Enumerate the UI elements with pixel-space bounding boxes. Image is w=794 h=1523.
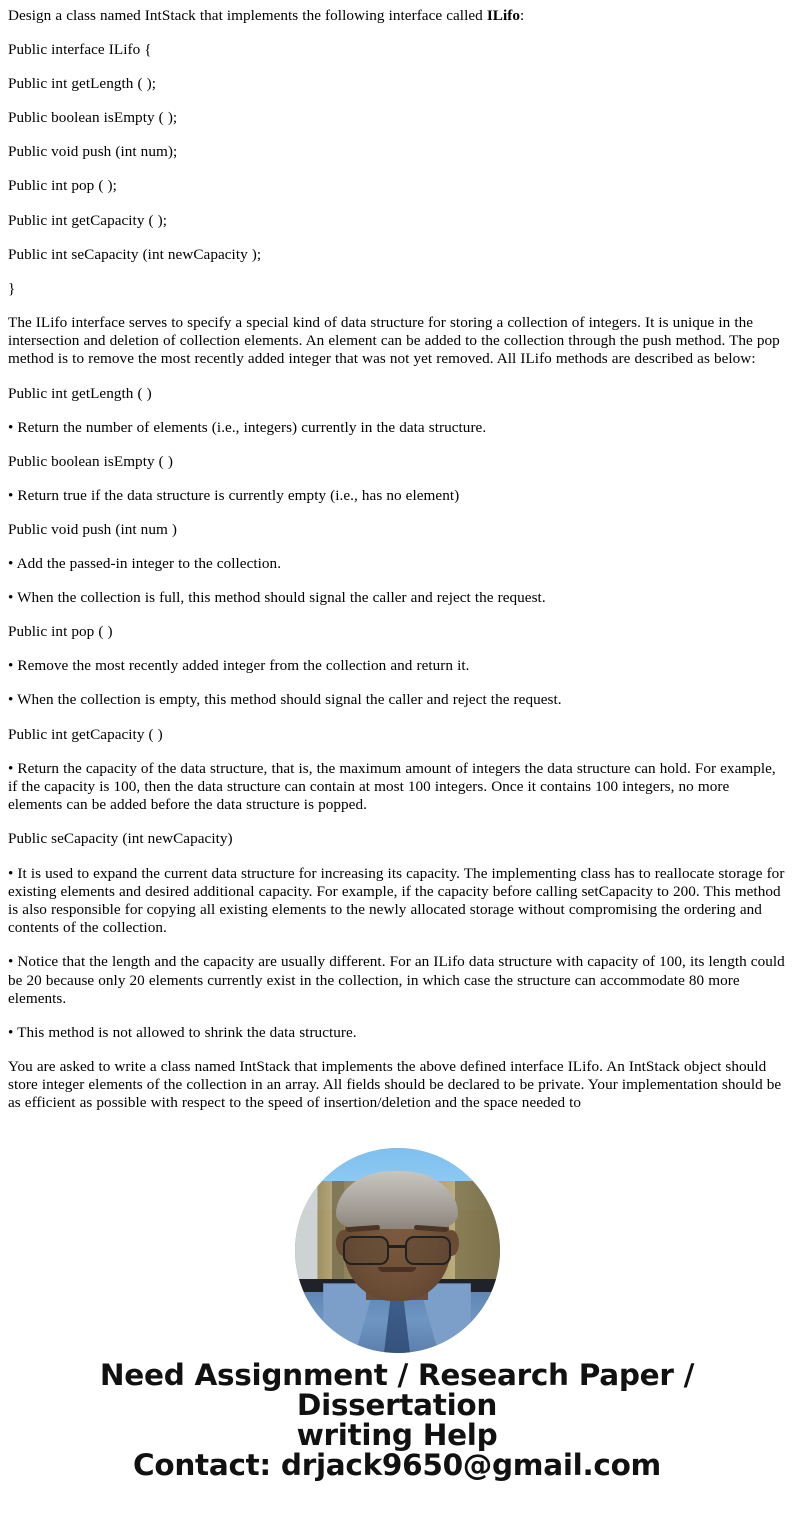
intro-suffix: :: [520, 7, 525, 24]
intro-prefix: Design a class named IntStack that implements the following interface called: [8, 7, 487, 24]
glasses-icon: [342, 1236, 452, 1262]
avatar: [295, 1148, 500, 1353]
method-bullet-pop-0: • Remove the most recently added integer from the collection and return it.: [8, 657, 470, 675]
closing-paragraph: You are asked to write a class named IntStack that implements the above defined interface ILifo. An IntStack object should store integer elements of the collection in an array. All fields should be declared to be private. Your implementation should be as efficient as possible with respect to the speed of insertion/deletion and the space needed to: [8, 1058, 782, 1112]
method-signature-isempty: Public boolean isEmpty ( ): [8, 452, 173, 470]
method-signature-secapacity: Public seCapacity (int newCapacity): [8, 830, 233, 848]
method-signature-getcapacity: Public int getCapacity ( ): [8, 725, 163, 743]
interface-line-6: Public int seCapacity (int newCapacity );: [8, 245, 262, 263]
avatar-mouth: [378, 1267, 416, 1272]
method-bullet-secapacity-2: • This method is not allowed to shrink the data structure.: [8, 1024, 357, 1042]
avatar-glasses-bridge: [388, 1245, 406, 1248]
method-bullet-pop-1: • When the collection is empty, this method should signal the caller and reject the request.: [8, 691, 562, 709]
interface-line-4: Public int pop ( );: [8, 177, 117, 195]
interface-line-7: }: [8, 279, 16, 297]
promo-line-2: writing Help: [296, 1418, 498, 1452]
avatar-lens-right: [405, 1236, 451, 1265]
method-bullet-getcapacity-0: • Return the capacity of the data structure, that is, the maximum amount of integers the data structure can hold. For example, if the capacity is 100, then the data structure can contain at most 100 integers. Once it contains 100 integers, no more elements can be added before the data structure is popped.: [8, 759, 776, 813]
method-signature-getlength: Public int getLength ( ): [8, 384, 152, 402]
method-bullet-push-1: • When the collection is full, this method should signal the caller and reject the request.: [8, 589, 546, 607]
promo-line-1: Need Assignment / Research Paper / Dissertation: [99, 1358, 695, 1422]
interface-line-0: Public interface ILifo {: [8, 41, 152, 59]
method-bullet-getlength-0: • Return the number of elements (i.e., integers) currently in the data structure.: [8, 418, 487, 436]
method-signature-push: Public void push (int num ): [8, 521, 177, 538]
interface-line-3: Public void push (int num);: [8, 143, 178, 161]
promo-contact-line: Contact: drjack9650@gmail.com: [133, 1448, 661, 1482]
method-bullet-secapacity-1: • Notice that the length and the capacity are usually different. For an ILifo data structure with capacity of 100, its length could be 20 because only 20 elements currently exist in the collection, in which case the structure can accommodate 80 more elements.: [8, 953, 785, 1007]
interface-line-2: Public boolean isEmpty ( );: [8, 109, 178, 127]
interface-line-5: Public int getCapacity ( );: [8, 211, 168, 229]
method-bullet-isempty-0: • Return true if the data structure is currently empty (i.e., has no element): [8, 486, 460, 504]
method-bullet-push-0: • Add the passed-in integer to the collection.: [8, 555, 282, 573]
promo-footer: [0, 1356, 794, 1480]
overview-paragraph: The ILifo interface serves to specify a special kind of data structure for storing a collection of integers. It is unique in the intersection and deletion of collection elements. An element can be added to the collection through the push method. The pop method is to remove the most recently added integer that was not yet removed. All ILifo methods are described as below:: [8, 313, 780, 368]
intro-emphasis-ilifo: ILifo: [486, 7, 520, 24]
intro-paragraph: [8, 7, 787, 25]
avatar-lens-left: [343, 1236, 389, 1265]
interface-line-1: Public int getLength ( );: [8, 75, 156, 93]
method-bullet-secapacity-0: • It is used to expand the current data structure for increasing its capacity. The implementing class has to reallocate storage for existing elements and desired additional capacity. For example, if the capacity before calling setCapacity to 200. This method is also responsible for copying all existing elements to the newly allocated storage without compromising the ordering and contents of the collection.: [8, 864, 785, 936]
method-signature-pop: Public int pop ( ): [8, 623, 113, 641]
avatar-container: [0, 1124, 794, 1356]
